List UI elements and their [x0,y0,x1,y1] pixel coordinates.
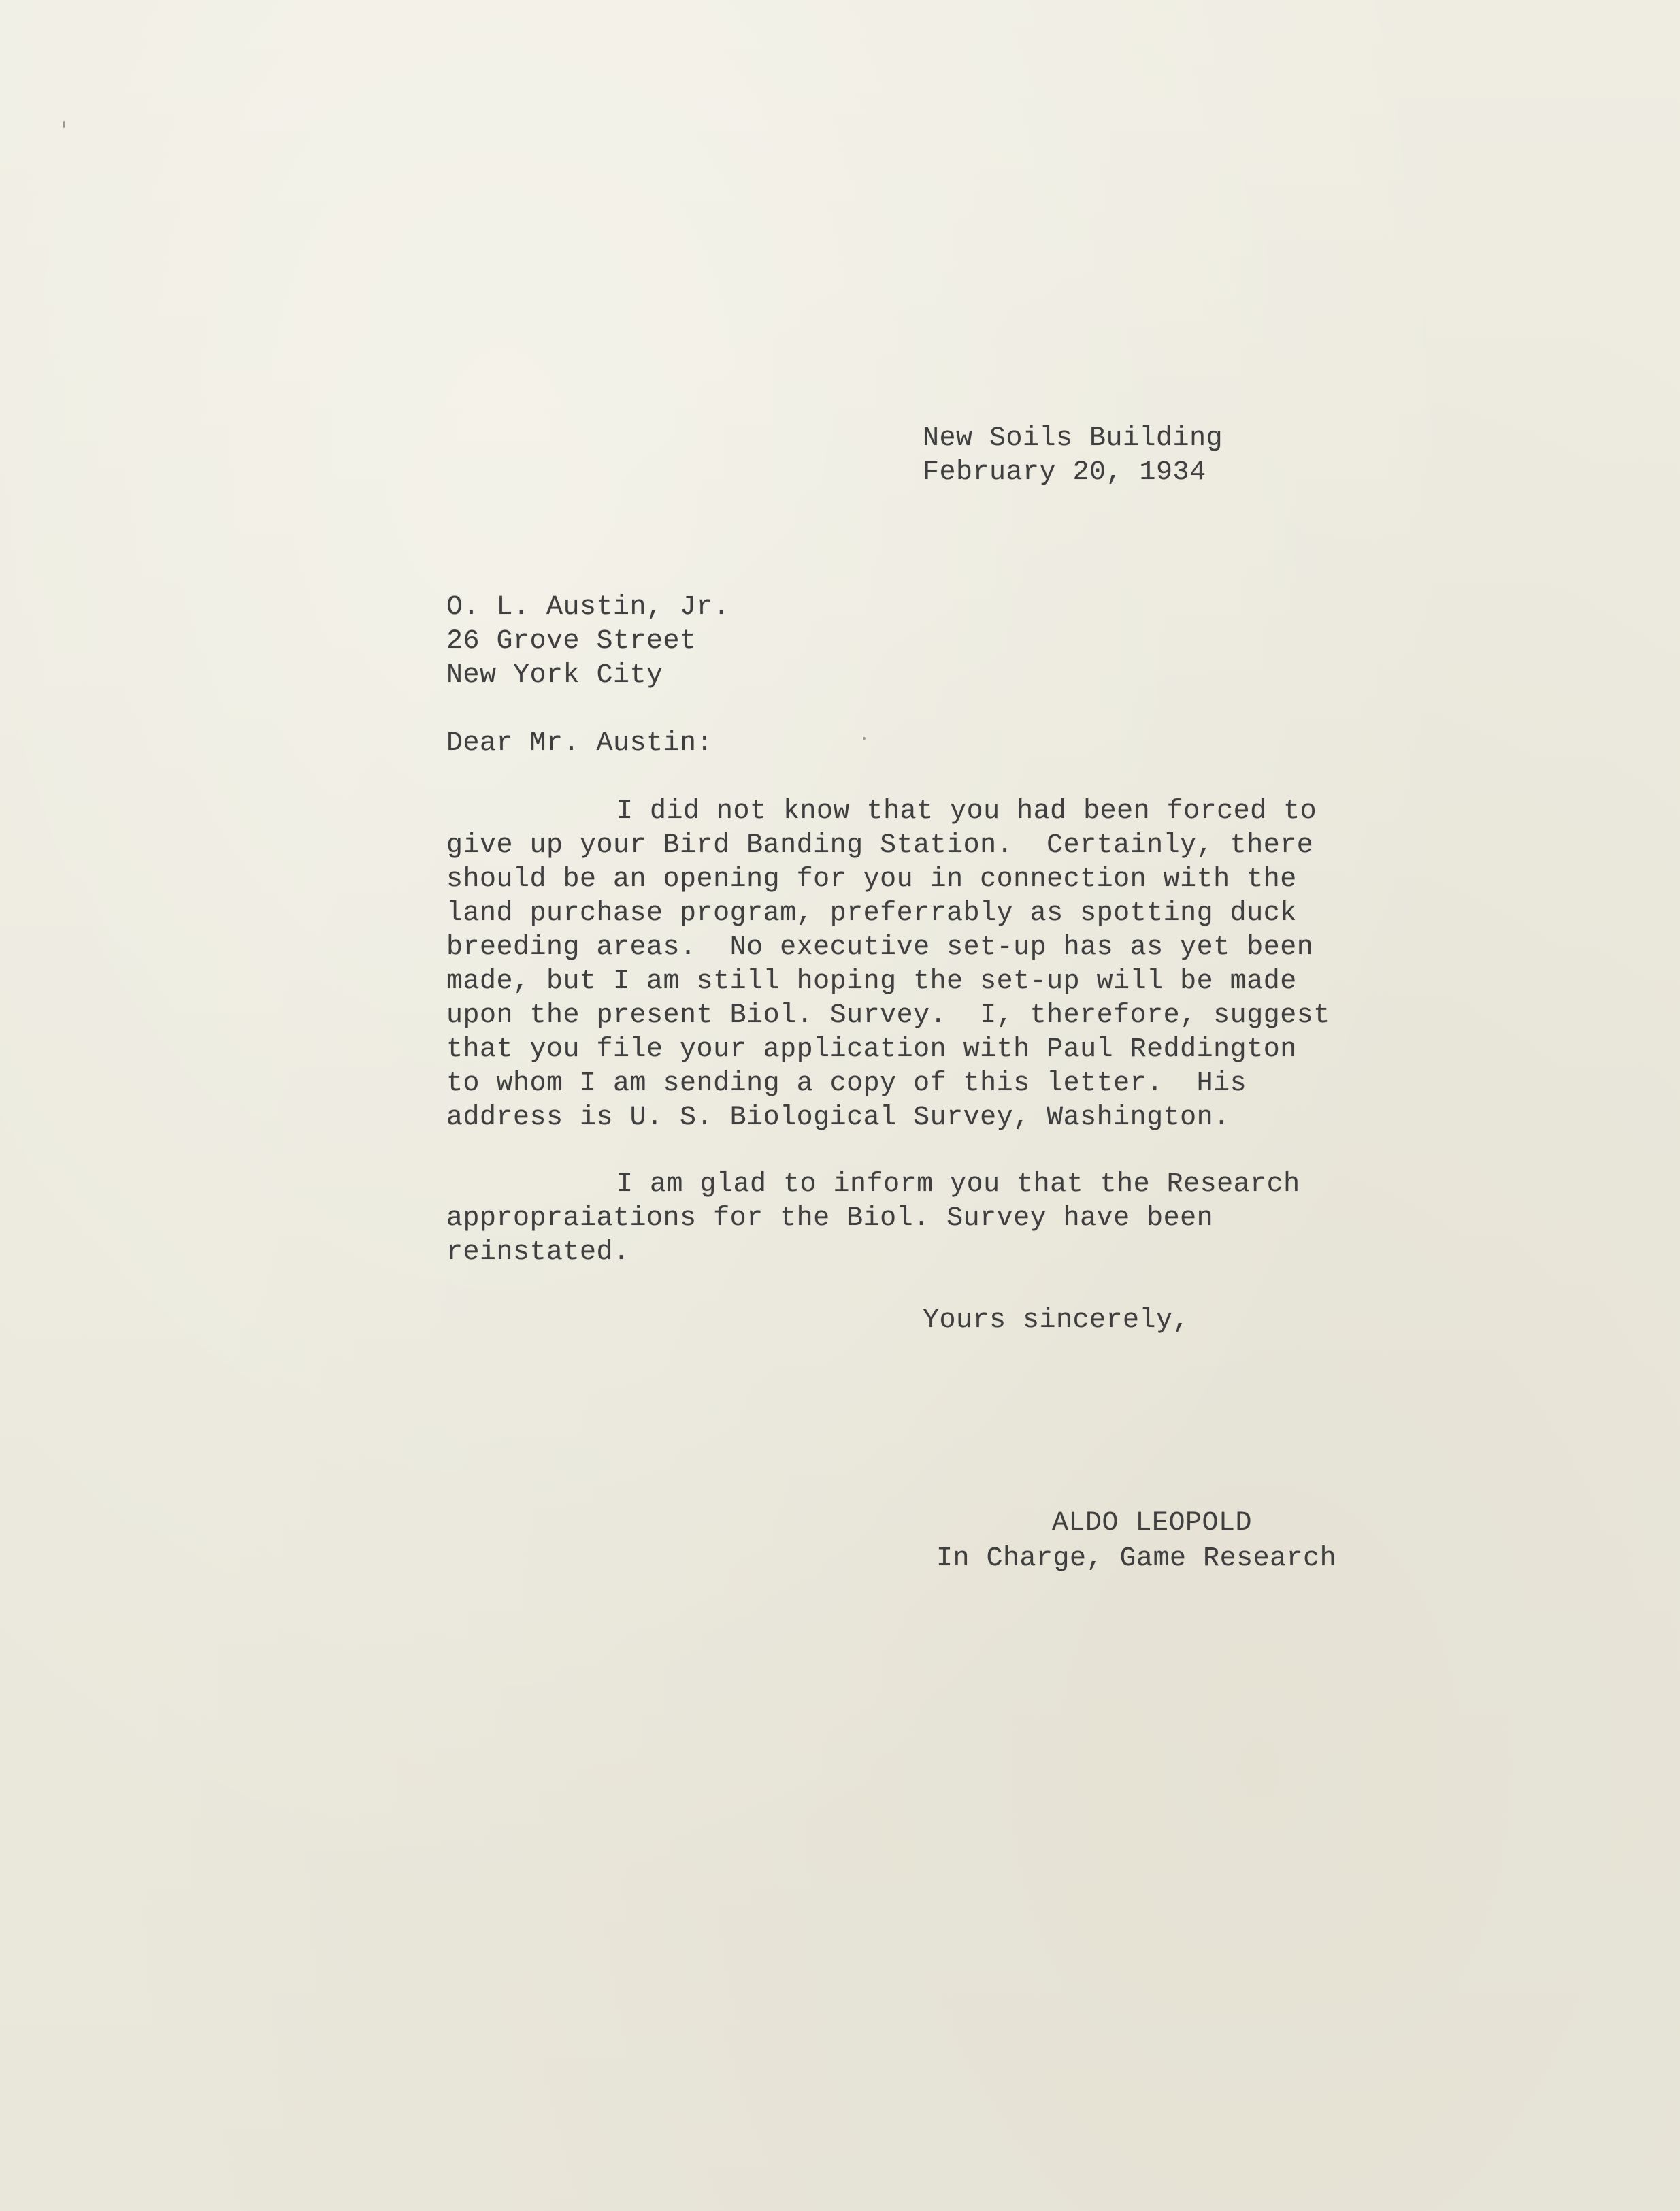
paper-speck [63,121,65,128]
letter-date: February 20, 1934 [923,457,1206,488]
paragraph-line: I did not know that you had been forced to [616,796,1317,827]
body-paragraph-2 [446,1168,1300,1270]
paragraph-line: should be an opening for you in connection with the [446,864,1297,895]
signature-title: In Charge, Game Research [936,1543,1337,1574]
paragraph-line: that you file your application with Paul Reddington [446,1034,1297,1065]
paragraph-line: I am glad to inform you that the Research [616,1169,1300,1200]
paragraph-line: appropraiations for the Biol. Survey have been [446,1203,1214,1234]
paragraph-line: breeding areas. No executive set-up has as yet been [446,932,1314,963]
paragraph-line: give up your Bird Banding Station. Certainly, there [446,830,1314,861]
paragraph-line: reinstated. [446,1237,630,1268]
recipient-city: New York City [446,660,663,691]
recipient-street: 26 Grove Street [446,626,697,657]
paragraph-line: made, but I am still hoping the set-up will be made [446,966,1297,997]
body-paragraph-1 [446,795,1330,1135]
recipient-name: O. L. Austin, Jr. [446,592,730,623]
paper-speck [863,737,866,740]
closing: Yours sincerely, [923,1305,1190,1336]
paragraph-line: land purchase program, preferrably as spotting duck [446,898,1297,929]
recipient-address [446,591,730,693]
signature-name: ALDO LEOPOLD [1052,1508,1253,1539]
paragraph-line: to whom I am sending a copy of this letter. His [446,1068,1247,1099]
paragraph-line: upon the present Biol. Survey. I, therefore, suggest [446,1000,1330,1031]
paragraph-line: address is U. S. Biological Survey, Washington. [446,1102,1230,1133]
salutation: Dear Mr. Austin: [446,728,714,759]
sender-address: New Soils Building [923,423,1223,454]
letter-heading [923,422,1223,490]
